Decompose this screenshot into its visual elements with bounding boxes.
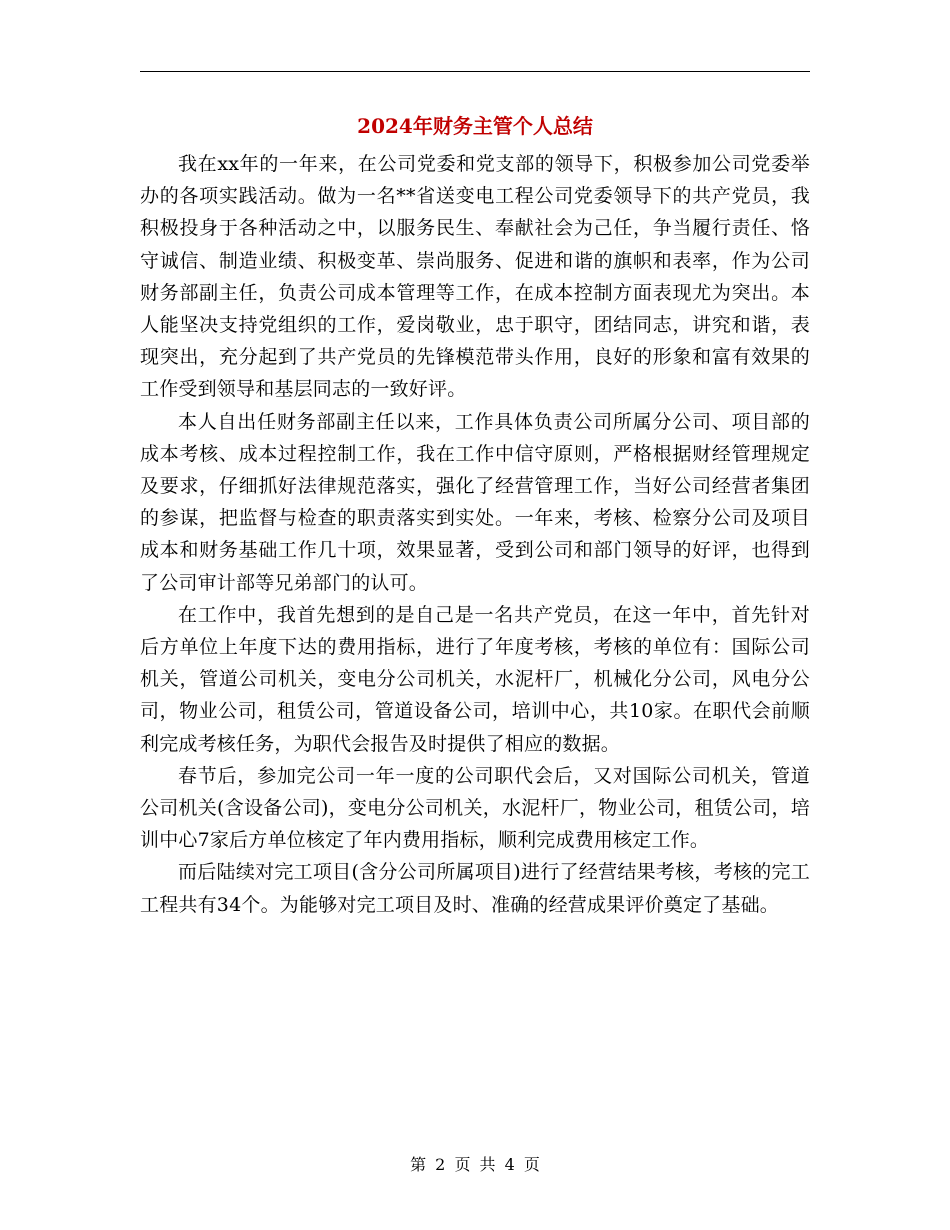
paragraph-3: 在工作中，我首先想到的是自己是一名共产党员，在这一年中，首先针对后方单位上年度下达的费用指标，进行了年度考核，考核的单位有：国际公司机关，管道公司机关，变电分公司机关，水泥杆厂，机械化分公司，风电分公司，物业公司，租赁公司，管道设备公司，培训中心，共10家。在职代会前顺利完成考核任务，为职代会报告及时提供了相应的数据。 <box>140 603 810 755</box>
paragraph-4: 春节后，参加完公司一年一度的公司职代会后，又对国际公司机关，管道公司机关(含设备公司)，变电分公司机关，水泥杆厂，物业公司，租赁公司，培训中心7家后方单位核定了年内费用指标，顺利完成费用核定工作。 <box>140 764 810 852</box>
paragraph-2: 本人自出任财务部副主任以来，工作具体负责公司所属分公司、项目部的成本考核、成本过程控制工作，我在工作中信守原则，严格根据财经管理规定及要求，仔细抓好法律规范落实，强化了经营管理工作，当好公司经营者集团的参谋，把监督与检查的职责落实到实处。一年来，考核、检察分公司及项目成本和财务基础工作几十项，效果显著，受到公司和部门领导的好评，也得到了公司审计部等兄弟部门的认可。 <box>140 410 810 594</box>
document-title: 2024年财务主管个人总结 <box>357 114 593 138</box>
page-number: 第 2 页 共 4 页 <box>410 1155 540 1174</box>
header-rule <box>140 71 810 72</box>
paragraph-5: 而后陆续对完工项目(含分公司所属项目)进行了经营结果考核，考核的完工工程共有34个。为能够对完工项目及时、准确的经营成果评价奠定了基础。 <box>140 861 810 916</box>
document-body <box>140 148 810 921</box>
paragraph-1: 我在xx年的一年来，在公司党委和党支部的领导下，积极参加公司党委举办的各项实践活动。做为一名**省送变电工程公司党委领导下的共产党员，我积极投身于各种活动之中，以服务民生、奉献社会为己任，争当履行责任、恪守诚信、制造业绩、积极变革、崇尚服务、促进和谐的旗帜和表率，作为公司财务部副主任，负责公司成本管理等工作，在成本控制方面表现尤为突出。本人能坚决支持党组织的工作，爱岗敬业，忠于职守，团结同志，讲究和谐，表现突出，充分起到了共产党员的先锋模范带头作用，良好的形象和富有效果的工作受到领导和基层同志的一致好评。 <box>140 153 810 401</box>
